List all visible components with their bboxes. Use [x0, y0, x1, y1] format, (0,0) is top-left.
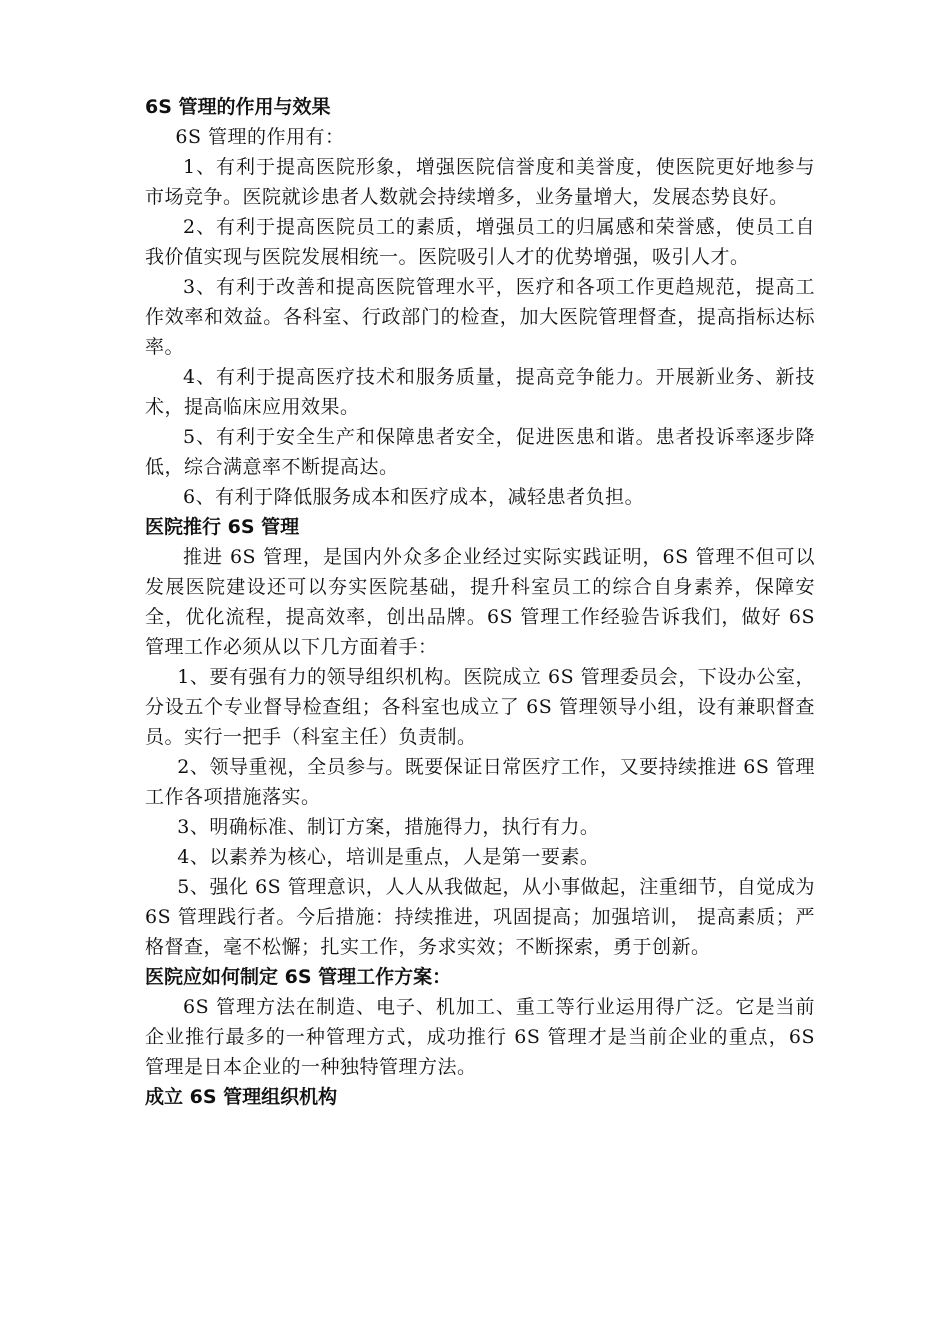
paragraph: 3、明确标准、制订方案，措施得力，执行有力。 [177, 816, 600, 838]
section-heading-plan: 医院应如何制定 6S 管理工作方案： [145, 966, 452, 988]
paragraph: 5、有利于安全生产和保障患者安全，促进医患和谐。患者投诉率逐步降低，综合满意率不断提高达。 [145, 426, 815, 478]
paragraph: 4、以素养为核心，培训是重点，人是第一要素。 [177, 846, 600, 868]
paragraph: 6S 管理方法在制造、电子、机加工、重工等行业运用得广泛。它是当前企业推行最多的一种管理方式，成功推行 6S 管理才是当前企业的重点，6S 管理是日本企业的一种独特管理方法。 [145, 996, 815, 1078]
paragraph: 5、强化 6S 管理意识，人人从我做起，从小事做起，注重细节，自觉成为 6S 管理践行者。今后措施：持续推进，巩固提高；加强培训， 提高素质；严格督查，毫不松懈；扎实工作，务求实效；不断探索，勇于创新。 [145, 876, 815, 958]
section-heading-implement: 医院推行 6S 管理 [145, 516, 300, 538]
paragraph: 2、有利于提高医院员工的素质，增强员工的归属感和荣誉感，使员工自我价值实现与医院发展相统一。医院吸引人才的优势增强，吸引人才。 [145, 216, 815, 268]
document-page [145, 92, 815, 1112]
paragraph: 3、有利于改善和提高医院管理水平，医疗和各项工作更趋规范，提高工作效率和效益。各科室、行政部门的检查，加大医院管理督查，提高指标达标率。 [145, 276, 815, 358]
paragraph: 2、领导重视，全员参与。既要保证日常医疗工作，又要持续推进 6S 管理工作各项措施落实。 [145, 756, 815, 808]
paragraph: 1、有利于提高医院形象，增强医院信誉度和美誉度，使医院更好地参与市场竞争。医院就诊患者人数就会持续增多，业务量增大，发展态势良好。 [145, 156, 815, 208]
paragraph: 1、要有强有力的领导组织机构。医院成立 6S 管理委员会，下设办公室，分设五个专业督导检查组；各科室也成立了 6S 管理领导小组，设有兼职督查员。实行一把手（科室主任）负责制。 [145, 666, 815, 748]
paragraph: 4、有利于提高医疗技术和服务质量，提高竞争能力。开展新业务、新技术，提高临床应用效果。 [145, 366, 815, 418]
section-heading-organization: 成立 6S 管理组织机构 [145, 1086, 338, 1108]
section-heading-effects: 6S 管理的作用与效果 [145, 96, 331, 118]
paragraph: 推进 6S 管理，是国内外众多企业经过实际实践证明，6S 管理不但可以发展医院建设还可以夯实医院基础，提升科室员工的综合自身素养，保障安全，优化流程，提高效率，创出品牌。6S 管理工作经验告诉我们，做好 6S 管理工作必须从以下几方面着手： [145, 546, 815, 658]
paragraph: 6S 管理的作用有： [175, 126, 345, 148]
paragraph: 6、有利于降低服务成本和医疗成本，减轻患者负担。 [183, 486, 645, 508]
